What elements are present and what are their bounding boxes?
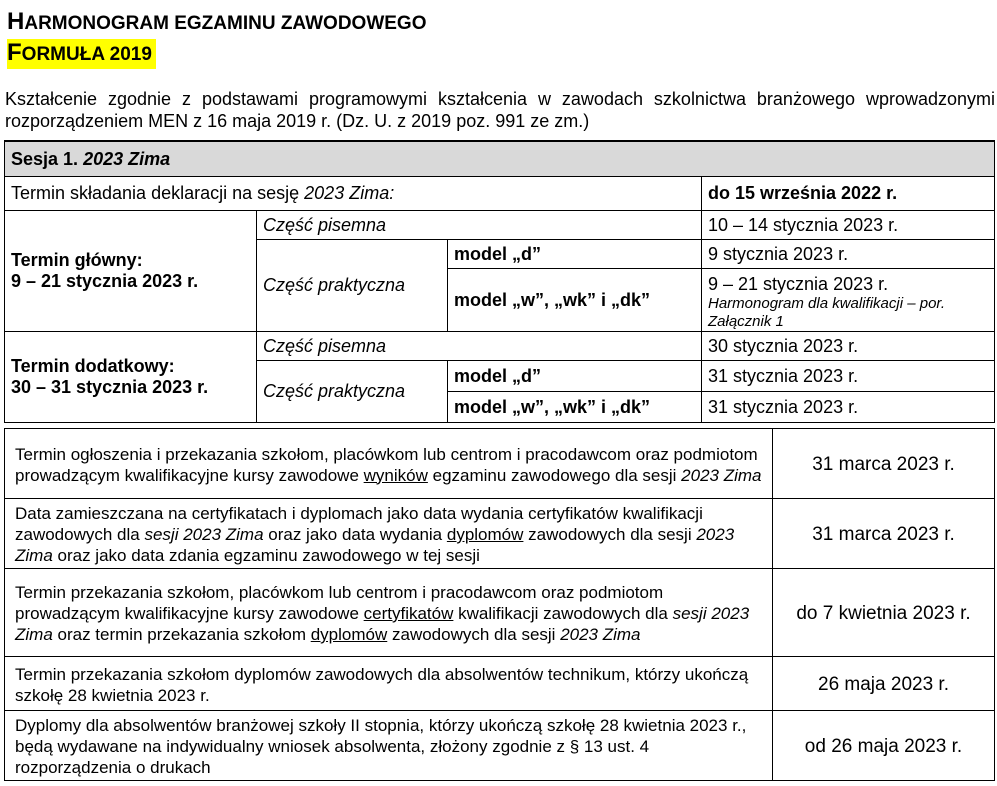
deadline-date: 26 maja 2023 r. bbox=[773, 657, 995, 711]
text-part: oraz jako data wydania bbox=[263, 525, 447, 544]
session-name: 2023 Zima bbox=[83, 148, 171, 169]
extra-written-row bbox=[5, 332, 995, 361]
extra-written-label: Część pisemna bbox=[257, 332, 702, 361]
session-header bbox=[5, 141, 995, 177]
main-model-w-date: 9 – 21 stycznia 2023 r. bbox=[702, 269, 995, 296]
title-line-2-rest: ORMUŁA 2019 bbox=[21, 44, 152, 65]
main-term-label: Termin główny: bbox=[11, 250, 143, 270]
session-name-inline: sesji 2023 Zima bbox=[15, 604, 750, 644]
declaration-label bbox=[5, 177, 702, 211]
extra-model-w-date: 31 stycznia 2023 r. bbox=[702, 392, 995, 423]
extra-model-d-date: 31 stycznia 2023 r. bbox=[702, 361, 995, 392]
deadline-description bbox=[5, 499, 773, 569]
deadline-description bbox=[5, 569, 773, 657]
deadline-row-technikum bbox=[5, 657, 995, 711]
declaration-date: do 15 września 2022 r. bbox=[702, 177, 995, 211]
title-line-1 bbox=[7, 10, 426, 34]
extra-practical-label: Część praktyczna bbox=[257, 361, 448, 423]
main-written-date: 10 – 14 stycznia 2023 r. bbox=[702, 211, 995, 240]
main-term-cell bbox=[5, 211, 257, 332]
intro-paragraph: Kształcenie zgodnie z podstawami programowymi kształcenia w zawodach szkolnictwa branżowego wprowadzonymi rozporządzeniem MEN z 16 maja 2019 r. (Dz. U. z 2019 poz. 991 ze zm.) bbox=[5, 89, 995, 131]
declaration-session-name: 2023 Zima bbox=[304, 183, 390, 203]
main-practical-label: Część praktyczna bbox=[257, 240, 448, 332]
main-term-range: 9 – 21 stycznia 2023 r. bbox=[11, 271, 199, 291]
session-header-row bbox=[5, 141, 995, 177]
deadline-date: 31 marca 2023 r. bbox=[773, 499, 995, 569]
main-written-row bbox=[5, 211, 995, 240]
text-part: kwalifikacji zawodowych dla bbox=[453, 604, 673, 623]
declaration-row bbox=[5, 177, 995, 211]
underlined-term: wyników bbox=[363, 465, 428, 485]
deadline-date: do 7 kwietnia 2023 r. bbox=[773, 569, 995, 657]
declaration-colon: : bbox=[389, 183, 395, 203]
deadline-description bbox=[5, 429, 773, 499]
session-label: Sesja 1. bbox=[11, 148, 84, 169]
session-name-inline: 2023 Zima bbox=[681, 465, 762, 485]
underlined-term: dyplomów bbox=[446, 525, 524, 544]
extra-model-w-label: model „w”, „wk” i „dk” bbox=[448, 392, 702, 423]
extra-term-range: 30 – 31 stycznia 2023 r. bbox=[11, 377, 209, 397]
deadline-description: Termin przekazania szkołom dyplomów zawodowych dla absolwentów technikum, którzy ukończą szkołę 28 kwietnia 2023 r. bbox=[5, 657, 773, 711]
underlined-term: dyplomów bbox=[310, 625, 388, 644]
session-name-inline: 2023 Zima bbox=[560, 625, 641, 644]
title-line-1-rest: ARMONOGRAM EGZAMINU ZAWODOWEGO bbox=[24, 13, 427, 34]
deadline-date: 31 marca 2023 r. bbox=[773, 429, 995, 499]
extra-written-date: 30 stycznia 2023 r. bbox=[702, 332, 995, 361]
deadline-date: od 26 maja 2023 r. bbox=[773, 711, 995, 781]
main-model-d-date: 9 stycznia 2023 r. bbox=[702, 240, 995, 269]
text-part: zawodowych dla sesji bbox=[387, 625, 561, 644]
extra-model-d-label: model „d” bbox=[448, 361, 702, 392]
schedule-table bbox=[4, 140, 995, 423]
title-line-2-highlight bbox=[7, 39, 156, 69]
text-part: oraz jako data zdania egzaminu zawodowego w tej sesji bbox=[52, 546, 480, 565]
title-line-2-initial: F bbox=[7, 39, 22, 66]
deadlines-table bbox=[4, 428, 995, 781]
extra-term-cell bbox=[5, 332, 257, 423]
text-part: egzaminu zawodowego dla sesji bbox=[427, 465, 682, 485]
deadline-row-certificates bbox=[5, 569, 995, 657]
text-part: Termin ogłoszenia i przekazania szkołom, placówkom lub centrom i pracodawcom oraz podmiotom prowadzącym kwalifikacyjne kursy zawodowe bbox=[15, 444, 758, 485]
deadline-description: Dyplomy dla absolwentów branżowej szkoły II stopnia, którzy ukończą szkołę 28 kwietnia 2023 r., będą wydawane na indywidualny wniosek absolwenta, złożony zgodnie z § 13 ust. 4 rozporządzenia o drukach bbox=[5, 711, 773, 781]
deadline-row-issue-date bbox=[5, 499, 995, 569]
session-name-inline: 2023 Zima bbox=[15, 525, 735, 565]
underlined-term: certyfikatów bbox=[363, 604, 454, 623]
text-part: Data zamieszczana na certyfikatach i dyplomach jako data wydania certyfikatów kwalifikacji zawodowych dla bbox=[15, 504, 703, 544]
declaration-text: Termin składania deklaracji na sesję bbox=[11, 183, 305, 203]
deadline-row-branzowa bbox=[5, 711, 995, 781]
text-part: Termin przekazania szkołom, placówkom lub centrom i pracodawcom oraz podmiotom prowadzącym kwalifikacyjne kursy zawodowe bbox=[15, 583, 664, 623]
extra-term-label: Termin dodatkowy: bbox=[11, 356, 175, 376]
main-written-label: Część pisemna bbox=[257, 211, 702, 240]
main-model-d-label: model „d” bbox=[448, 240, 702, 269]
title-line-1-initial: H bbox=[7, 8, 25, 35]
main-model-w-label: model „w”, „wk” i „dk” bbox=[448, 269, 702, 332]
main-model-w-note: Harmonogram dla kwalifikacji – por. Załącznik 1 bbox=[702, 295, 995, 332]
text-part: zawodowych dla sesji bbox=[523, 525, 697, 544]
text-part: oraz termin przekazania szkołom bbox=[52, 625, 311, 644]
document-title bbox=[7, 10, 426, 69]
deadline-row-results bbox=[5, 429, 995, 499]
session-name-inline: sesji 2023 Zima bbox=[144, 525, 264, 544]
